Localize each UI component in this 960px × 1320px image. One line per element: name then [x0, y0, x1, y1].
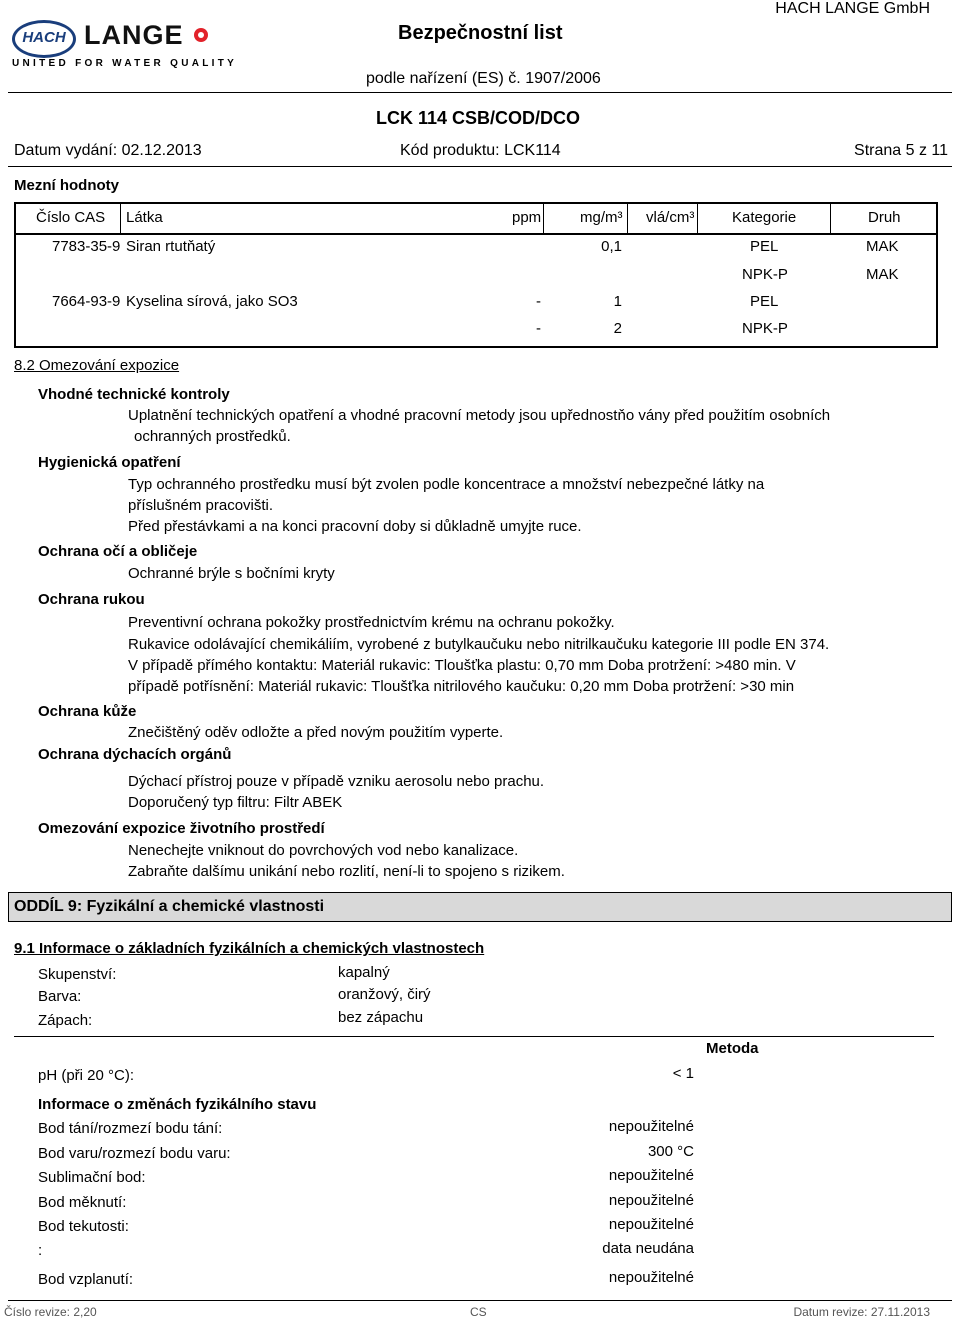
table-row-category: PEL	[750, 293, 779, 310]
respiratory-heading: Ochrana dýchacích orgánů	[38, 746, 232, 763]
table-row-cas: 7783-35-9	[52, 238, 121, 255]
ph-label: pH (při 20 °C):	[38, 1067, 135, 1084]
header-divider-2	[8, 166, 952, 167]
table-row-ppm: -	[536, 293, 541, 310]
tagline: UNITED FOR WATER QUALITY	[12, 58, 238, 69]
hygiene-heading: Hygienická opatření	[38, 454, 181, 471]
section9-1-heading: 9.1 Informace o základních fyzikálních a chemických vlastnostech	[14, 940, 485, 957]
table-row-type: MAK	[866, 266, 899, 283]
col-divider	[627, 202, 628, 234]
property-label: Bod varu/rozmezí bodu varu:	[38, 1145, 231, 1162]
table-row-substance: Kyselina sírová, jako SO3	[126, 293, 298, 310]
ph-value: < 1	[672, 1065, 694, 1082]
col-header-cas: Číslo CAS	[36, 209, 106, 226]
table-row-cas: 7664-93-9	[52, 293, 121, 310]
hach-logo-text: HACH	[22, 29, 66, 46]
property-label: Bod měknutí:	[38, 1194, 127, 1211]
col-divider	[120, 202, 121, 234]
col-header-mg: mg/m³	[580, 209, 623, 226]
hand-protection-heading: Ochrana rukou	[38, 591, 145, 608]
skin-protection-heading: Ochrana kůže	[38, 703, 137, 720]
table-row-mg: 0,1	[601, 238, 622, 255]
section9-title: ODDÍL 9: Fyzikální a chemické vlastnosti	[14, 898, 325, 915]
property-label: :	[38, 1242, 43, 1259]
col-header-fiber: vlá/cm³	[646, 209, 695, 226]
header-divider	[8, 92, 952, 93]
table-row-category: NPK-P	[742, 266, 788, 283]
col-header-category: Kategorie	[732, 209, 797, 226]
limits-header-divider	[14, 233, 938, 235]
hand-protection-text-4: případě potřísnění: Materiál rukavic: Tloušťka nitrilového kaučuku: 0,20 mm Doba protržení: >30 min	[128, 678, 795, 695]
property-value: nepoužitelné	[608, 1269, 694, 1286]
table-row-category: NPK-P	[742, 320, 788, 337]
method-header: Metoda	[706, 1040, 759, 1057]
revision-date: Datum revize: 27.11.2013	[793, 1305, 930, 1319]
company-name: HACH LANGE GmbH	[775, 0, 930, 17]
odor-label: Zápach:	[38, 1012, 93, 1029]
hand-protection-text-2: Rukavice odolávající chemikáliím, vyrobené z butylkaučuku nebo nitrilkaučuku kategorie III podle EN 374.	[128, 636, 830, 653]
property-value: 300 °C	[647, 1143, 694, 1160]
product-name: LCK 114 CSB/COD/DCO	[376, 108, 581, 128]
table-row-substance: Siran rtutňatý	[126, 238, 216, 255]
col-divider	[697, 202, 698, 234]
col-divider	[543, 202, 544, 234]
eye-protection-heading: Ochrana očí a obličeje	[38, 543, 198, 560]
state-value: kapalný	[338, 964, 390, 981]
table-row-type: MAK	[866, 238, 899, 255]
lange-logo: LANGE	[84, 20, 184, 50]
state-change-heading: Informace o změnách fyzikálního stavu	[38, 1096, 317, 1113]
hygiene-text-2: příslušném pracovišti.	[128, 497, 274, 514]
product-code: Kód produktu: LCK114	[400, 142, 561, 159]
revision-number: Číslo revize: 2,20	[4, 1305, 97, 1319]
exposure-heading: 8.2 Omezování expozice	[14, 357, 180, 374]
tech-controls-text-2: ochranných prostředků.	[134, 428, 291, 445]
color-label: Barva:	[38, 988, 82, 1005]
environment-heading: Omezování expozice životního prostředí	[38, 820, 325, 837]
skin-protection-text: Znečištěný oděv odložte a před novým použitím vyperte.	[128, 724, 504, 741]
table-row-category: PEL	[750, 238, 779, 255]
hygiene-text: Typ ochranného prostředku musí být zvolen podle koncentrace a množství nebezpečné látky na	[128, 476, 765, 493]
property-label: Bod tání/rozmezí bodu tání:	[38, 1120, 223, 1137]
hand-protection-text-3: V případě přímého kontaktu: Materiál rukavic: Tloušťka plastu: 0,70 mm Doba protržení: >480 min. V	[128, 657, 796, 674]
environment-text: Nenechejte vniknout do povrchových vod nebo kanalizace.	[128, 842, 519, 859]
color-value: oranžový, čirý	[338, 986, 431, 1003]
tech-controls-heading: Vhodné technické kontroly	[38, 386, 230, 403]
regulation: podle nařízení (ES) č. 1907/2006	[366, 70, 601, 87]
hygiene-text-3: Před přestávkami a na konci pracovní doby si důkladně umyjte ruce.	[128, 518, 582, 535]
col-divider	[830, 202, 831, 234]
hand-protection-text: Preventivní ochrana pokožky prostřednictvím krému na ochranu pokožky.	[128, 614, 615, 631]
tech-controls-text: Uplatnění technických opatření a vhodné pracovní metody jsou upřednostňo vány před použitím osobních	[128, 407, 831, 424]
property-label: Bod tekutosti:	[38, 1218, 129, 1235]
limits-heading: Mezní hodnoty	[14, 177, 119, 194]
hach-logo	[12, 20, 76, 58]
table-row-mg: 1	[613, 293, 622, 310]
page-number: Strana 5 z 11	[854, 142, 948, 159]
property-value: nepoužitelné	[608, 1216, 694, 1233]
property-value: nepoužitelné	[608, 1192, 694, 1209]
lange-target-icon	[194, 28, 208, 42]
col-header-ppm: ppm	[512, 209, 542, 226]
respiratory-text: Dýchací přístroj pouze v případě vzniku aerosolu nebo prachu.	[128, 773, 545, 790]
language-code: CS	[470, 1305, 487, 1319]
col-header-type: Druh	[868, 209, 901, 226]
state-label: Skupenství:	[38, 966, 117, 983]
odor-value: bez zápachu	[338, 1009, 424, 1026]
property-label: Sublimační bod:	[38, 1169, 146, 1186]
property-value: nepoužitelné	[608, 1167, 694, 1184]
property-label: Bod vzplanutí:	[38, 1271, 134, 1288]
issue-date: Datum vydání: 02.12.2013	[14, 142, 202, 159]
environment-text-2: Zabraňte dalšímu unikání nebo rozlití, není-li to spojeno s rizikem.	[128, 863, 565, 880]
table-row-ppm: -	[536, 320, 541, 337]
col-header-substance: Látka	[126, 209, 163, 226]
respiratory-text-2: Doporučený typ filtru: Filtr ABEK	[128, 794, 343, 811]
properties-divider	[14, 1036, 934, 1037]
doc-title: Bezpečnostní list	[398, 22, 563, 44]
property-value: nepoužitelné	[608, 1118, 694, 1135]
property-value: data neudána	[602, 1240, 694, 1257]
footer-divider	[8, 1300, 952, 1301]
table-row-mg: 2	[613, 320, 622, 337]
eye-protection-text: Ochranné brýle s bočními kryty	[128, 565, 335, 582]
